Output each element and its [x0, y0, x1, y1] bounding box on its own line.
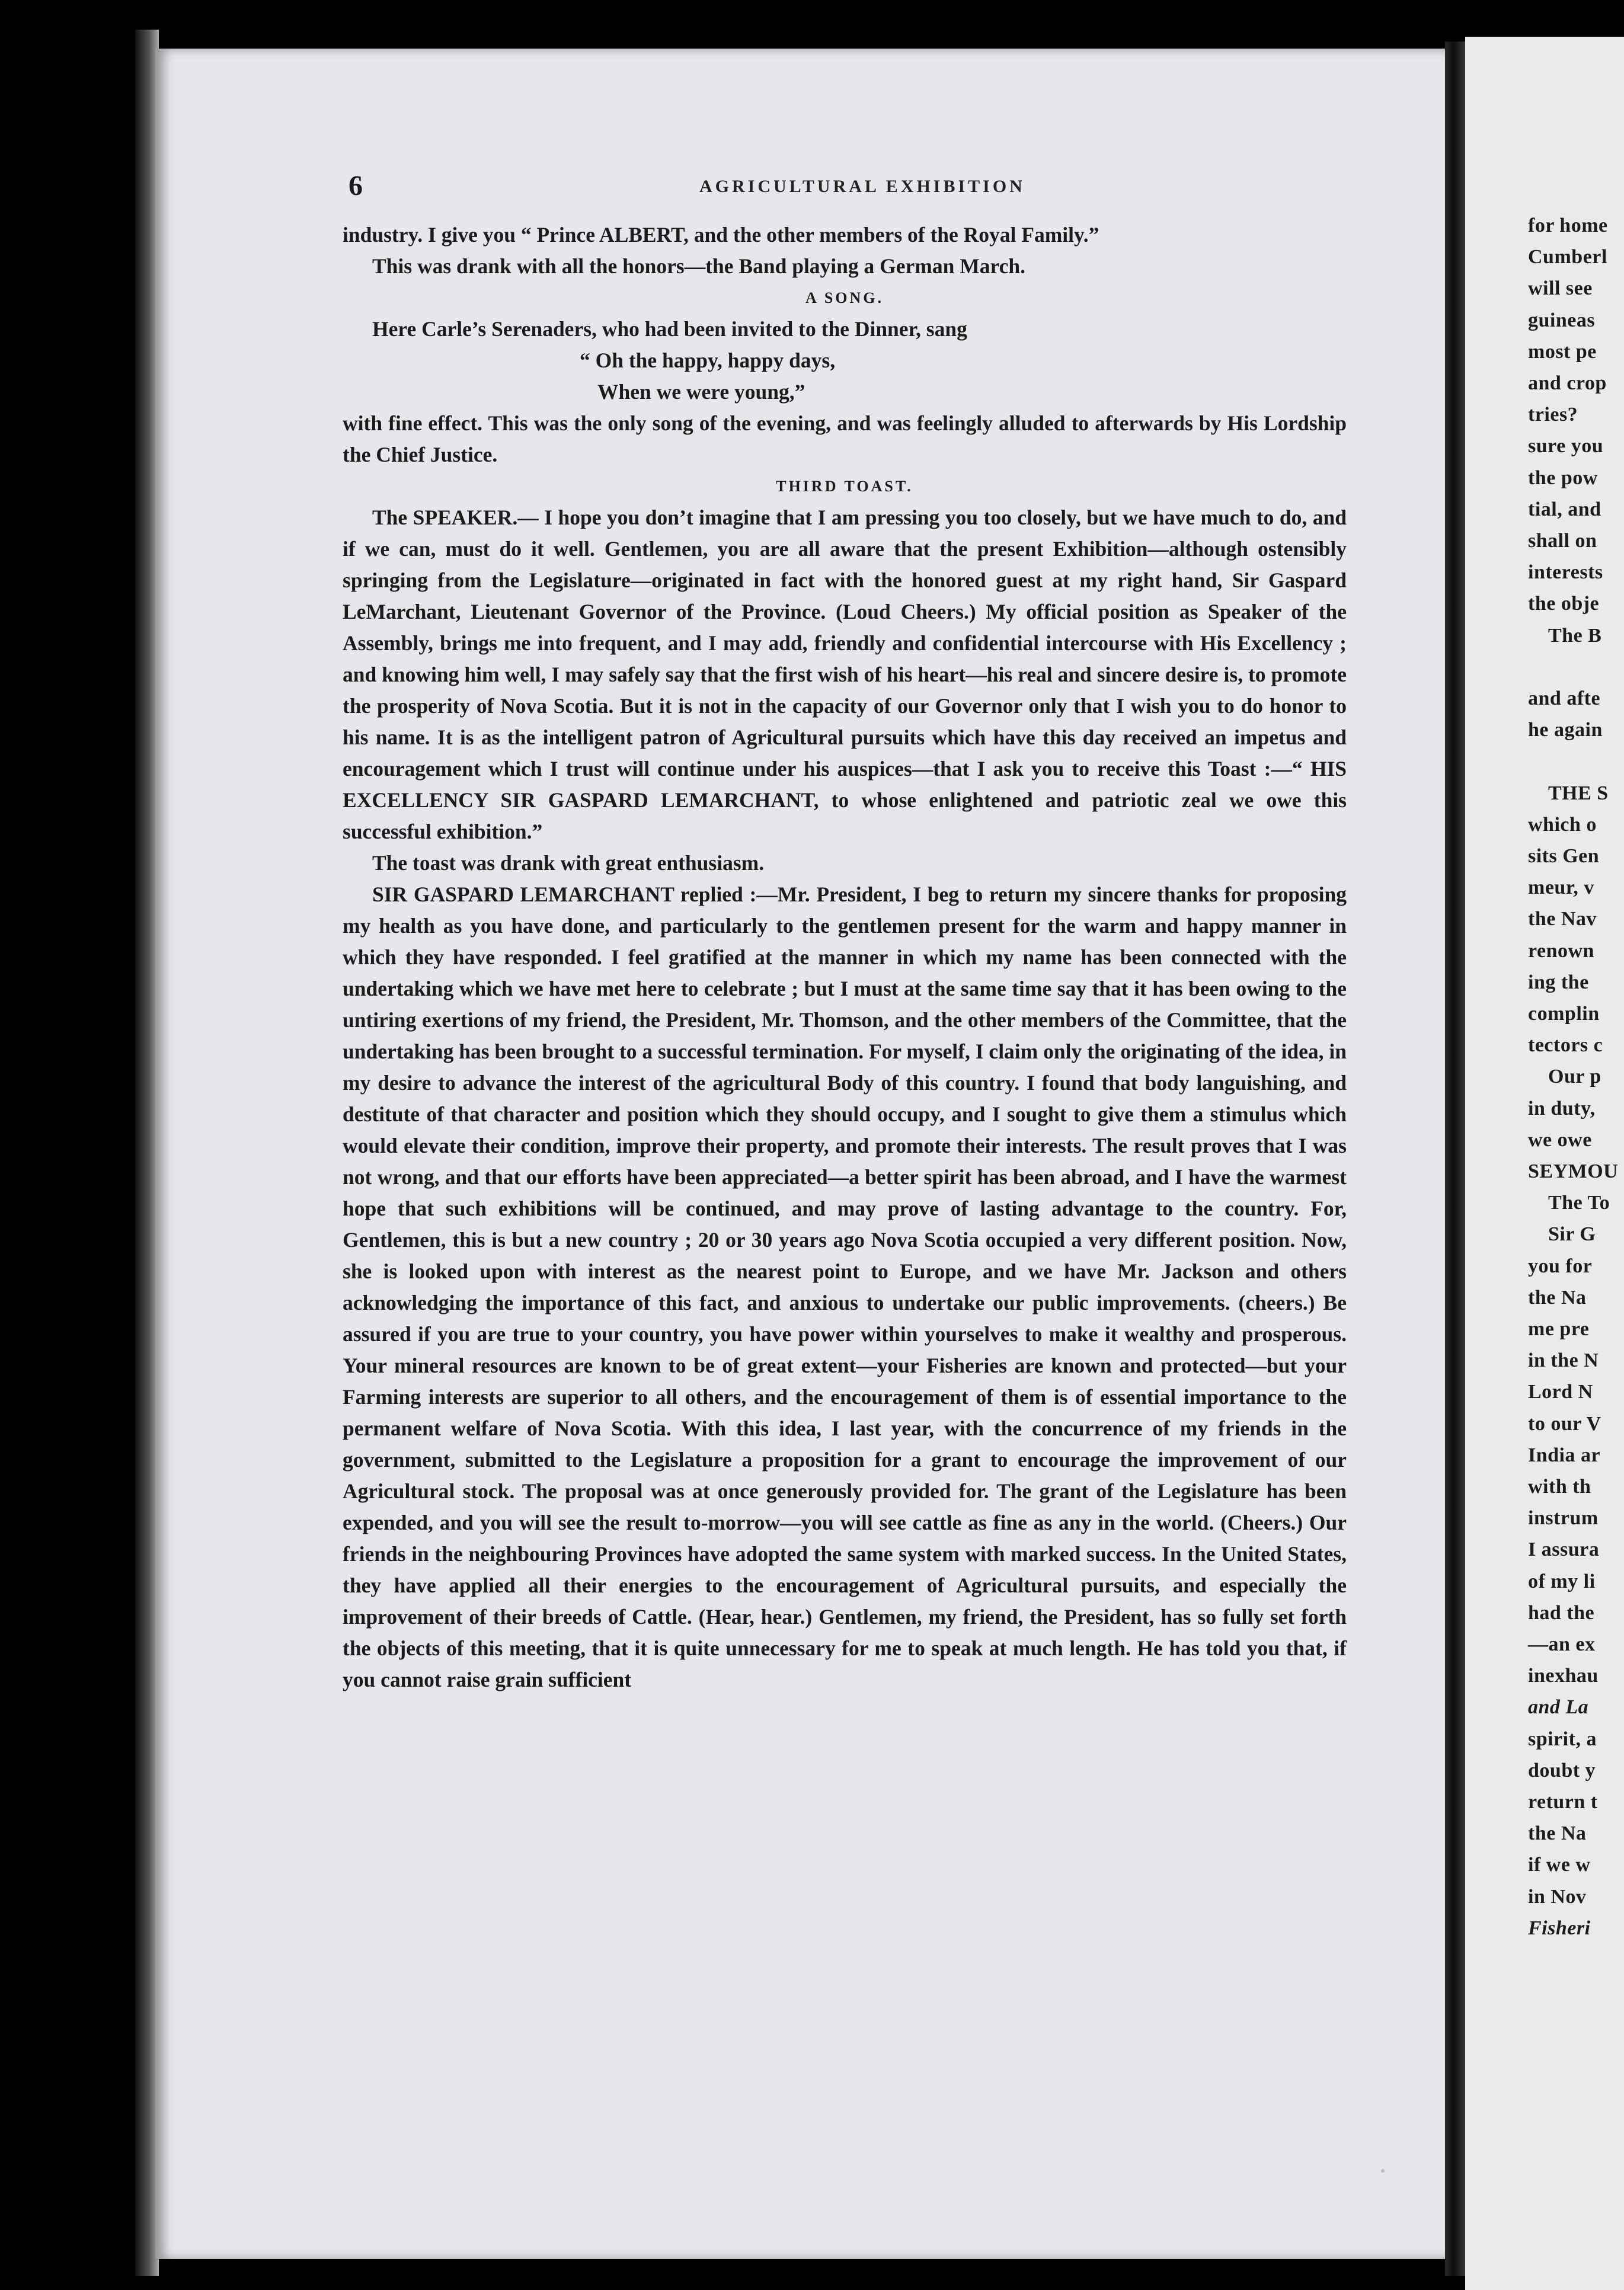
right-page-line: The To [1548, 1192, 1610, 1214]
right-page-line: renown [1528, 939, 1594, 962]
section-heading: THIRD TOAST. [776, 478, 913, 495]
right-page-line: Our p [1548, 1066, 1601, 1088]
right-page-line: the Na [1528, 1286, 1587, 1309]
right-page-line: which o [1528, 813, 1597, 836]
right-page-line: instrum [1528, 1507, 1599, 1530]
text-paragraph: Here Carle’s Serenaders, who had been invited to the Dinner, sang [372, 317, 967, 341]
right-page-line: Sir G [1548, 1223, 1596, 1246]
right-page-line: return t [1528, 1791, 1598, 1813]
right-page-line: The B [1548, 624, 1602, 647]
right-page-line: he again [1528, 719, 1603, 741]
right-page-line: ing the [1528, 971, 1589, 993]
right-page-line: me pre [1528, 1318, 1590, 1340]
right-page-line: sits Gen [1528, 845, 1600, 867]
right-page-line: Cumberl [1528, 246, 1607, 268]
right-page-line: had the [1528, 1601, 1595, 1624]
right-page-line: if we w [1528, 1854, 1591, 1876]
right-page-line: the obje [1528, 593, 1600, 615]
right-page-line: we owe [1528, 1128, 1592, 1151]
text-paragraph: This was drank with all the honors—the Band playing a German March. [372, 254, 1025, 278]
right-page-line: in duty, [1528, 1097, 1596, 1120]
right-page-line: and crop [1528, 372, 1607, 394]
speaker-paragraph: The SPEAKER.— I hope you don’t imagine that I am pressing you too closely, but we have much to do, and if we can, must do it well. Gentlemen, you are all aware that the present Exhibition—although ostensibly springing from the Legislature—originated in fact with the honored guest at my right hand, Sir Gaspard LeMarchant, Lieutenant Governor of the Province. (Loud Cheers.) My official position as Speaker of the Assembly, brings me into frequent, and I may add, friendly and confidential intercourse with His Excellency ; and knowing him well, I may safely say that the first wish of his heart—his real and sincere desire is, to promote the prosperity of Nova Scotia. But it is not in the capacity of our Governor only that I wish you to do honor to his name. It is as the intelligent patron of Agricultural pursuits which have this day received an impetus and encouragement which I trust will continue under his auspices—that I ask you to receive this Toast :—“ HIS EXCELLENCY SIR GASPARD LEMARCHANT, to whose enlightened and patriotic zeal we owe this successful exhibition.” [343, 506, 1347, 843]
right-page-line: India ar [1528, 1444, 1601, 1466]
right-page-line: with th [1528, 1476, 1591, 1498]
song-verse-line: “ Oh the happy, happy days, [580, 348, 836, 372]
right-page-line: for home [1528, 215, 1608, 236]
right-page-line: shall on [1528, 530, 1597, 552]
right-page-line: complin [1528, 1003, 1600, 1025]
right-page-line: the Nav [1528, 908, 1597, 930]
right-page-line: —an ex [1528, 1633, 1596, 1655]
right-page-line: will see [1528, 277, 1593, 300]
right-page-line: in the N [1528, 1349, 1599, 1372]
right-page-line: sure you [1528, 435, 1604, 458]
page-text [343, 219, 1347, 1696]
right-page-line: the pow [1528, 466, 1598, 489]
page-gutter [1445, 41, 1466, 2276]
right-page-line: tries? [1528, 404, 1578, 426]
right-page-line: to our V [1528, 1412, 1601, 1435]
right-page-line: Lord N [1528, 1381, 1593, 1403]
right-page-line: spirit, a [1528, 1728, 1597, 1750]
right-page-line: tectors c [1528, 1034, 1603, 1057]
text-paragraph: The toast was drank with great enthusiasm. [372, 851, 765, 875]
right-page-line: tial, and [1528, 498, 1601, 520]
song-verse-line: When we were young,” [597, 380, 805, 404]
text-paragraph: with fine effect. This was the only song of the evening, and was feelingly alluded to afterwards by His Lordship the Chief Justice. [343, 411, 1347, 466]
right-page-line: Fisheri [1528, 1917, 1591, 1939]
right-page-line: you for [1528, 1255, 1593, 1277]
right-page-line: interests [1528, 561, 1603, 584]
right-page-line: the Na [1528, 1822, 1587, 1845]
right-page-line: of my li [1528, 1570, 1596, 1592]
right-page [1465, 37, 1624, 2290]
reply-paragraph: SIR GASPARD LEMARCHANT replied :—Mr. President, I beg to return my sincere thanks for proposing my health as you have done, and particularly to the gentlemen present for the warm and happy manner in which they have responded. I feel gratified at the manner in which my name has been connected with the undertaking which we have met here to celebrate ; but I must at the same time say that it has been owing to the untiring exertions of my friend, the President, Mr. Thomson, and the other members of the Committee, that the undertaking has been brought to a successful termination. For myself, I claim only the originating of the idea, in my desire to advance the interest of the agricultural Body of this country. I found that body languishing, and destitute of that character and position which they should occupy, and I sought to give them a stimulus which would elevate their condition, improve their property, and promote their interests. The result proves that I was not wrong, and that our efforts have been appreciated—a better spirit has been abroad, and I have the warmest hope that such exhibitions will be continued, and may prove of lasting advantage to the country. For, Gentlemen, this is but a new country ; 20 or 30 years ago Nova Scotia occupied a very different position. Now, she is looked upon with interest as the nearest point to Europe, and we have Mr. Jackson and others acknowledging the importance of this fact, and anxious to undertake our public improvements. (cheers.) Be assured if you are true to your country, you have power within yourselves to make it wealthy and prosperous. Your mineral resources are known to be of great extent—your Fisheries are known and protected—but your Farming interests are superior to all others, and the encouragement of them is of essential importance to the permanent welfare of Nova Scotia. With this idea, I last year, with the concurrence of my friends in the government, submitted to the Legislature a proposition for a grant to encourage the improvement of our Agricultural stock. The proposal was at once generously provided for. The grant of the Legislature has been expended, and you will see the result to-morrow—you will see cattle as fine as any in the world. (Cheers.) Our friends in the neighbouring Provinces have adopted the same system with marked success. In the United States, they have applied all their energies to the encouragement of Agricultural pursuits, and especially the improvement of their breeds of Cattle. (Hear, hear.) Gentlemen, my friend, the President, has so fully set forth the objects of this meeting, that it is quite unnecessary for me to speak at much length. He has told you that, if you cannot raise grain sufficient [343, 882, 1347, 1691]
right-page-line: inexhau [1528, 1665, 1599, 1687]
running-head: AGRICULTURAL EXHIBITION [699, 177, 1025, 196]
right-page-line: and afte [1528, 687, 1601, 709]
right-page-line: I assura [1528, 1539, 1600, 1561]
right-page-line: and La [1528, 1696, 1589, 1719]
section-heading: A SONG. [805, 289, 884, 306]
right-page-line: in Nov [1528, 1885, 1587, 1908]
page-number: 6 [349, 170, 363, 202]
right-page-line: SEYMOU [1528, 1160, 1619, 1182]
right-page-line: meur, v [1528, 877, 1594, 899]
right-page-line: doubt y [1528, 1759, 1596, 1782]
right-page-line: guineas [1528, 309, 1596, 331]
right-page-line: most pe [1528, 340, 1597, 363]
text-line: industry. I give you “ Prince ALBERT, and the other members of the Royal Family.” [343, 223, 1099, 247]
right-page-line: THE S [1548, 782, 1609, 804]
paper-speck [1381, 2169, 1385, 2173]
